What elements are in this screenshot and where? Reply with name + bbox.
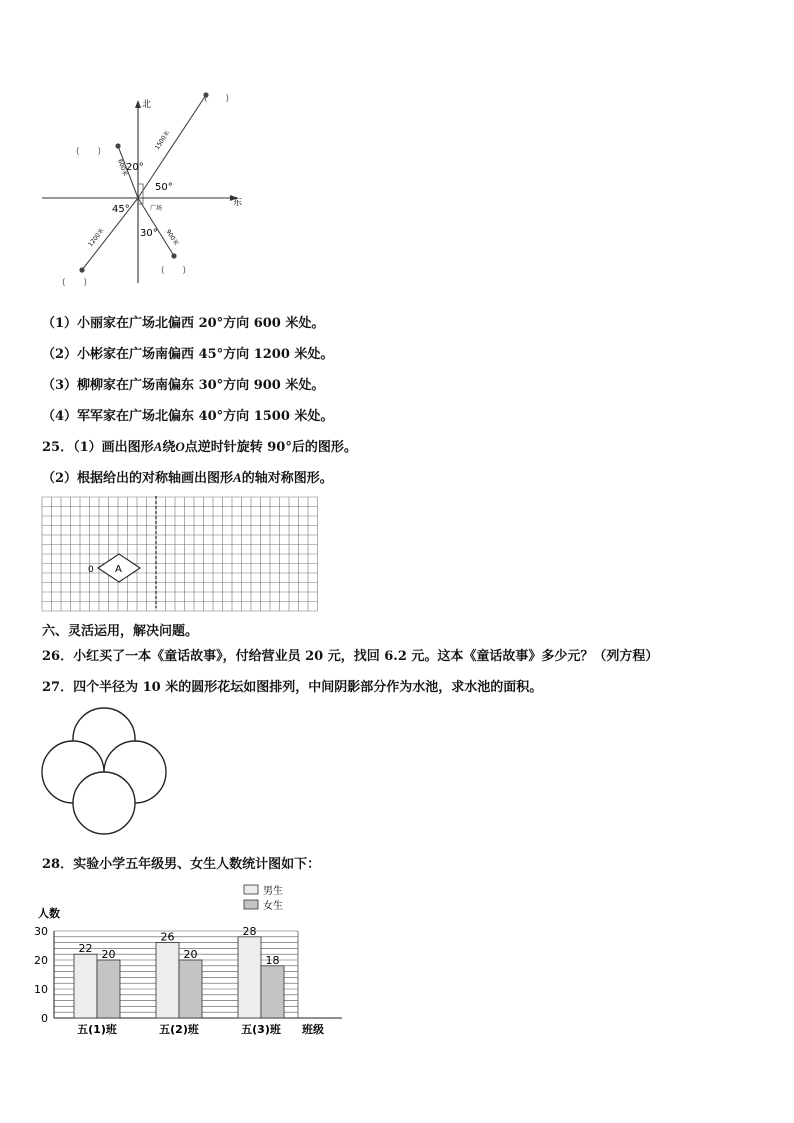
y-tick-label: 20 [34,954,48,967]
dist-1500: 1500米 [153,129,172,152]
circles-diagram [38,706,174,838]
y-tick-label: 30 [34,925,48,938]
category-label: 五(3)班 [241,1023,281,1036]
grid-diagram [38,494,318,614]
legend-girls-swatch [244,900,258,909]
var-a: A [153,439,163,454]
blank-ne: ( ) [204,94,230,104]
category-label: 五(2)班 [159,1023,199,1036]
q24-item-1: （1）小丽家在广场北偏西 20°方向 600 米处。 [42,316,325,331]
north-label: 北 [142,100,152,110]
dist-1200: 1200米 [87,227,106,249]
angle-20: 20° [126,162,144,173]
q24-item-2: （2）小彬家在广场南偏西 45°方向 1200 米处。 [42,347,334,362]
legend-boys-label: 男生 [263,886,283,897]
dist-600: 600米 [116,158,129,178]
category-label: 五(1)班 [77,1023,117,1036]
blank-se: ( ) [161,266,187,276]
bar-value-label: 22 [78,942,93,956]
point-o-label: 0 [88,565,94,575]
north-arrow-icon [135,100,141,108]
bar-boys-2 [156,943,179,1018]
y-tick-label: 0 [41,1012,48,1025]
q24-item-3: （3）柳柳家在广场南偏东 30°方向 900 米处。 [42,378,325,393]
bar-chart [30,880,350,1040]
legend-girls-label: 女生 [263,901,283,912]
bar-value-label: 20 [183,948,198,961]
q28-text: 28．实验小学五年级男、女生人数统计图如下： [42,857,321,872]
y-axis-label: 人数 [38,907,60,920]
blank-sw: ( ) [62,278,88,288]
section-6-heading: 六、灵活运用，解决问题。 [42,624,199,639]
bar-boys-1 [74,954,97,1018]
angle-50: 50° [155,182,173,193]
legend-boys-swatch [244,885,258,894]
bar-girls-2 [179,960,202,1018]
bar-girls-1 [97,960,120,1018]
angle-45: 45° [112,204,130,215]
point-sw [79,267,84,272]
blank-nw: ( ) [76,147,102,157]
circle-bottom [73,772,135,834]
angle-30: 30° [140,228,158,239]
point-nw [115,143,120,148]
center-label: 广场 [150,205,163,212]
dist-900: 900米 [164,228,180,247]
bar-girls-3 [261,966,284,1018]
east-label: 东 [233,198,243,208]
q27-text: 27．四个半径为 10 米的圆形花坛如图排列，中间阴影部分作为水池，求水池的面积。 [42,680,543,695]
bar-value-label: 20 [101,948,116,961]
y-tick-label: 10 [34,983,48,996]
q25-line-1: 25．（1）画出图形A绕O点逆时针旋转 90°后的图形。 [42,439,357,455]
bar-value-label: 26 [160,930,175,944]
bar-value-label: 18 [265,953,280,967]
bar-value-label: 28 [242,924,257,938]
x-axis-label: 班级 [302,1023,324,1036]
q26-text: 26．小红买了一本《童话故事》，付给营业员 20 元，找回 6.2 元。这本《童话故事》多少元？（列方程） [42,649,659,664]
shape-a-label: A [115,564,122,575]
var-o: O [175,439,185,454]
bar-boys-3 [238,937,261,1018]
q25-line-2: （2）根据给出的对称轴画出图形A的轴对称图形。 [42,470,333,486]
q24-item-4: （4）军军家在广场北偏东 40°方向 1500 米处。 [42,409,334,424]
compass-diagram [40,88,250,288]
point-se [171,253,176,258]
